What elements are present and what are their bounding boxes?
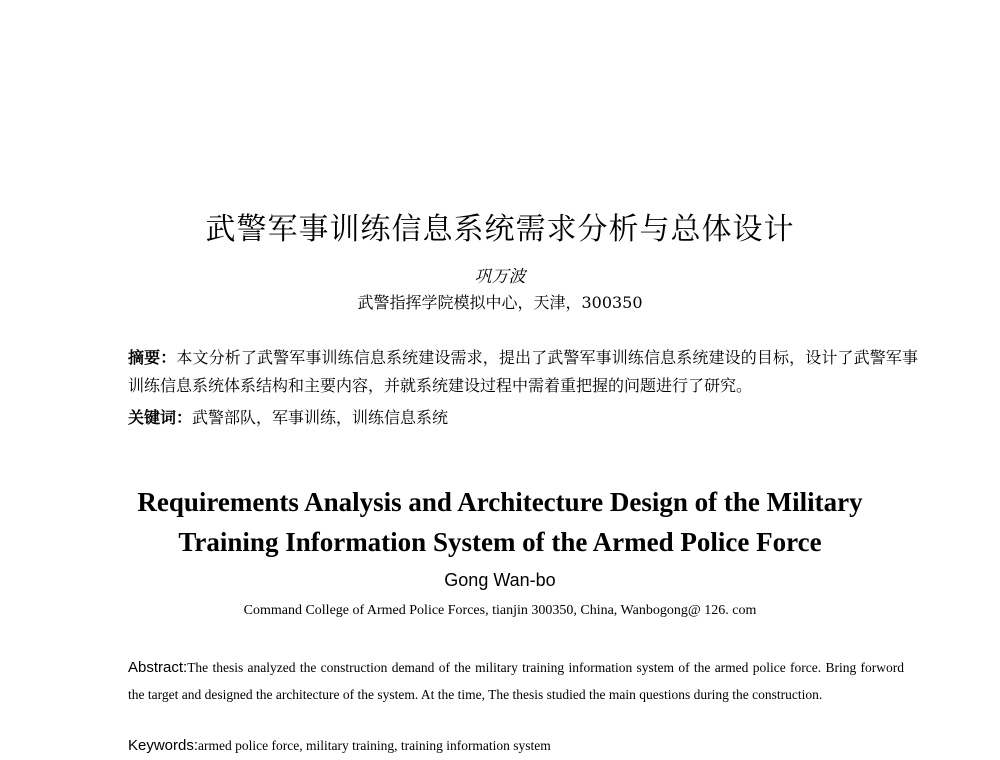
chinese-abstract [128, 344, 918, 400]
chinese-keywords [128, 404, 918, 432]
english-title [0, 482, 1000, 562]
chinese-keywords-label: 关键词： [128, 408, 193, 427]
english-keywords [128, 735, 904, 757]
chinese-title: 武警军事训练信息系统需求分析与总体设计 [205, 212, 795, 248]
english-abstract-text: The thesis analyzed the construction demand of the military training information system of the armed police force. Bring forword the target and designed the architecture of the system. At the time, The thesis studied the main questions during the construction. [128, 660, 904, 702]
chinese-abstract-label: 摘要： [128, 348, 177, 367]
english-title-line-2: Training Information System of the Armed Police Force [178, 527, 822, 558]
english-affiliation: Command College of Armed Police Forces, tianjin 300350, China, Wanbogong@ 126. com [243, 603, 757, 618]
chinese-keywords-text: 武警部队，军事训练，训练信息系统 [192, 408, 449, 427]
english-keywords-text: armed police force, military training, training information system [198, 738, 551, 753]
english-abstract [128, 654, 904, 708]
english-abstract-label: Abstract: [128, 659, 188, 676]
english-author: Gong Wan-bo [444, 570, 556, 590]
chinese-author: 巩万波 [474, 267, 526, 287]
chinese-abstract-text: 本文分析了武警军事训练信息系统建设需求，提出了武警军事训练信息系统建设的目标，设计了武警军事训练信息系统体系结构和主要内容，并就系统建设过程中需着重把握的问题进行了研究。 [128, 348, 918, 395]
english-keywords-label: Keywords: [128, 737, 199, 754]
english-title-line-1: Requirements Analysis and Architecture Design of the Military [137, 487, 863, 518]
chinese-affiliation: 武警指挥学院模拟中心，天津，300350 [357, 293, 643, 312]
